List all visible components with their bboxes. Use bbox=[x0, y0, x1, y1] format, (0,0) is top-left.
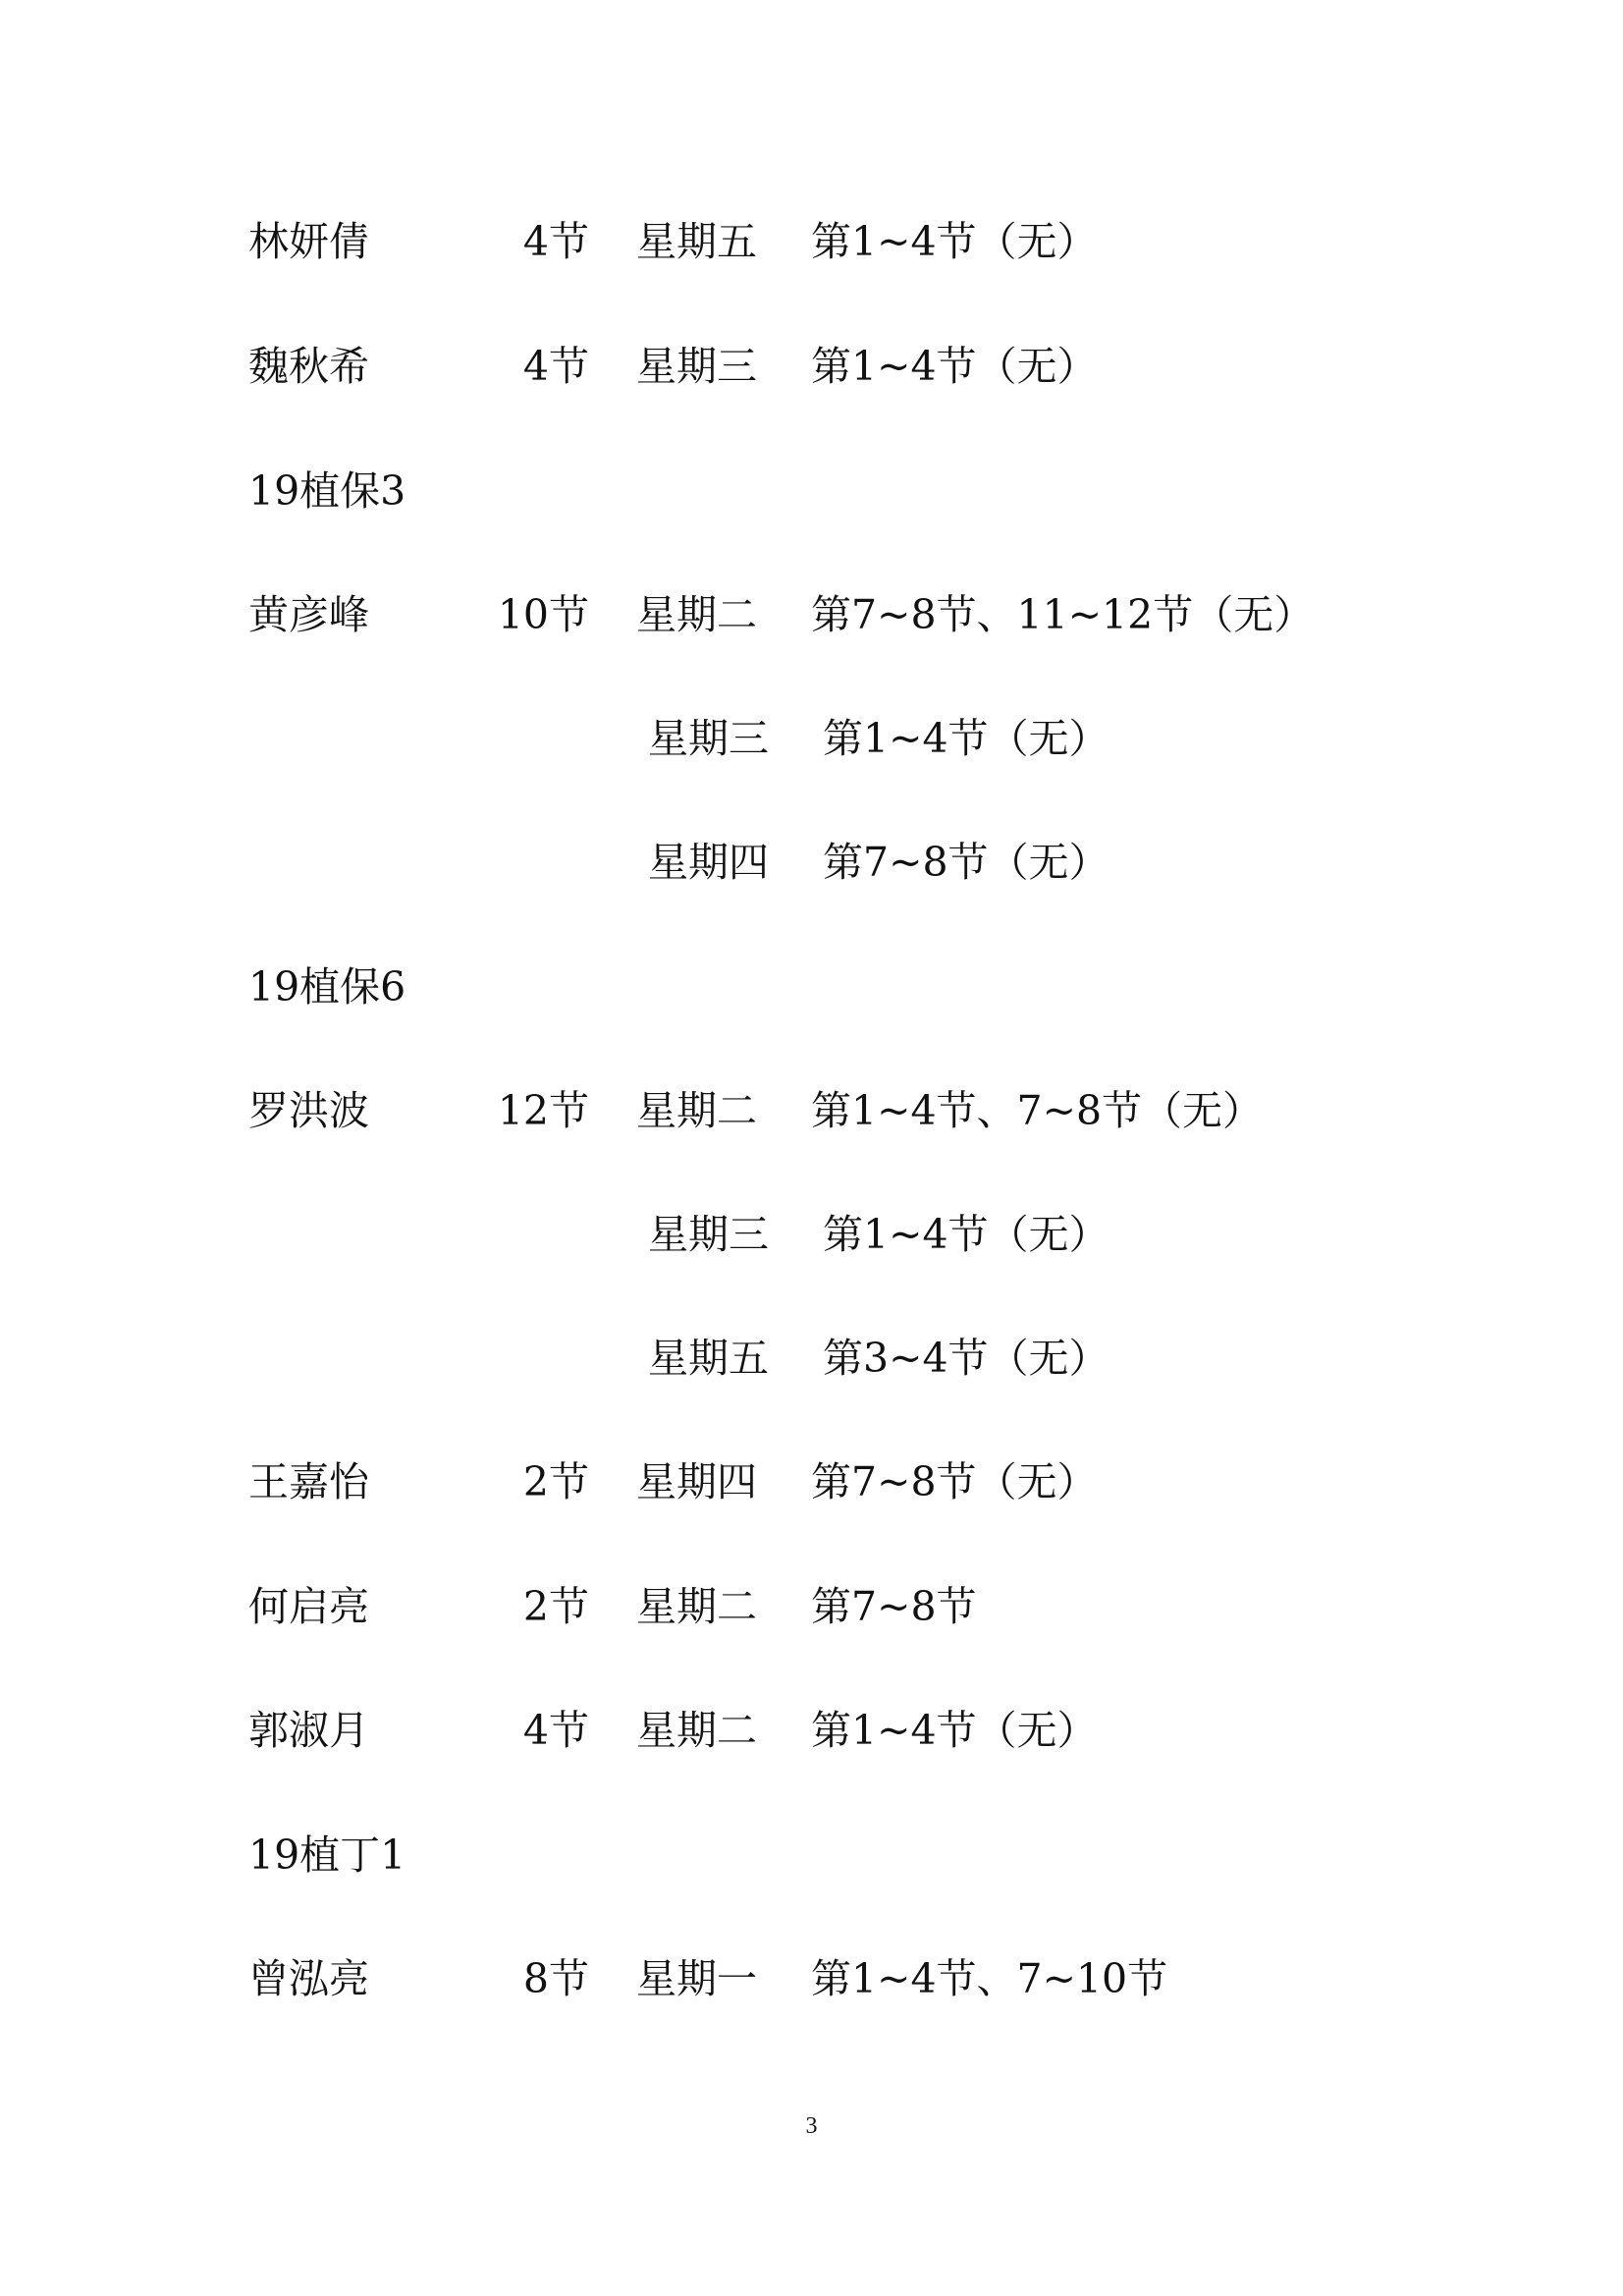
teacher-name: 罗洪波 bbox=[248, 1087, 369, 1134]
class-heading: 19植保3 bbox=[248, 467, 406, 515]
page-number: 3 bbox=[805, 2113, 818, 2139]
periods: 第7~8节（无） bbox=[811, 1458, 1098, 1505]
periods: 第1~4节（无） bbox=[823, 1211, 1109, 1258]
weekday: 星期三 bbox=[636, 343, 757, 390]
hours: 4节 bbox=[522, 1707, 589, 1754]
weekday: 星期二 bbox=[636, 1583, 757, 1630]
periods: 第3~4节（无） bbox=[823, 1335, 1109, 1382]
weekday: 星期二 bbox=[636, 1707, 757, 1754]
hours: 8节 bbox=[522, 1955, 589, 2002]
periods: 第1~4节（无） bbox=[823, 715, 1109, 762]
weekday: 星期四 bbox=[636, 1458, 757, 1505]
periods: 第1~4节、7~10节 bbox=[811, 1955, 1168, 2002]
teacher-name: 郭淑月 bbox=[248, 1707, 369, 1754]
periods: 第7~8节（无） bbox=[823, 839, 1109, 886]
hours: 2节 bbox=[522, 1583, 589, 1630]
weekday: 星期三 bbox=[648, 1211, 769, 1258]
periods: 第7~8节、11~12节（无） bbox=[811, 591, 1315, 638]
weekday: 星期五 bbox=[636, 218, 757, 265]
hours: 4节 bbox=[522, 218, 589, 265]
weekday: 星期五 bbox=[648, 1335, 769, 1382]
teacher-name: 魏秋希 bbox=[248, 343, 369, 390]
class-heading: 19植保6 bbox=[248, 963, 406, 1011]
hours: 10节 bbox=[497, 591, 589, 638]
periods: 第1~4节（无） bbox=[811, 218, 1098, 265]
teacher-name: 曾泓亮 bbox=[248, 1955, 369, 2002]
periods: 第1~4节（无） bbox=[811, 1707, 1098, 1754]
periods: 第1~4节（无） bbox=[811, 343, 1098, 390]
weekday: 星期三 bbox=[648, 715, 769, 762]
weekday: 星期四 bbox=[648, 839, 769, 886]
hours: 4节 bbox=[522, 343, 589, 390]
teacher-name: 王嘉怡 bbox=[248, 1458, 369, 1505]
teacher-name: 林妍倩 bbox=[248, 218, 369, 265]
periods: 第7~8节 bbox=[811, 1583, 977, 1630]
teacher-name: 黄彦峰 bbox=[248, 591, 369, 638]
periods: 第1~4节、7~8节（无） bbox=[811, 1087, 1264, 1134]
teacher-name: 何启亮 bbox=[248, 1583, 369, 1630]
class-heading: 19植丁1 bbox=[248, 1831, 406, 1879]
weekday: 星期二 bbox=[636, 1087, 757, 1134]
hours: 12节 bbox=[497, 1087, 589, 1134]
weekday: 星期一 bbox=[636, 1955, 757, 2002]
weekday: 星期二 bbox=[636, 591, 757, 638]
hours: 2节 bbox=[522, 1458, 589, 1505]
